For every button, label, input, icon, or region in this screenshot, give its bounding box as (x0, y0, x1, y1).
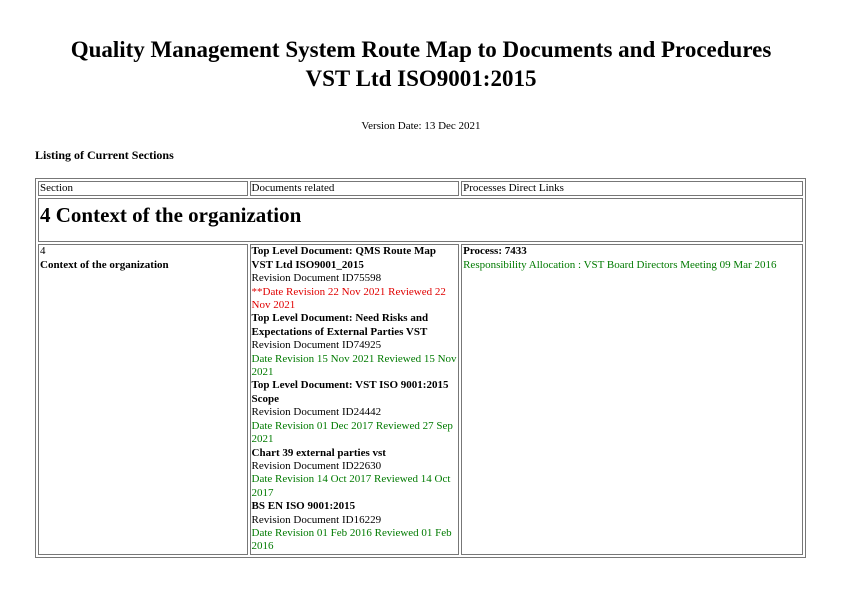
table-row (38, 244, 803, 554)
documents-cell (250, 244, 460, 554)
version-date: Version Date: 13 Dec 2021 (361, 120, 481, 132)
section-title: 4 Context of the organization (38, 198, 803, 242)
document-title-link[interactable]: Top Level Document: Need Risks and Expectations of External Parties VST (251, 312, 429, 338)
document-revision: Revision Document ID75598 (251, 272, 382, 285)
document-item (252, 500, 458, 554)
listing-heading: Listing of Current Sections (35, 148, 174, 162)
document-revision: Revision Document ID16229 (251, 513, 382, 526)
page-title (0, 35, 842, 93)
section-name: Context of the organization (40, 258, 169, 271)
sections-table (35, 178, 806, 558)
header-documents: Documents related (250, 181, 460, 196)
document-revision: Revision Document ID24442 (251, 406, 382, 419)
section-number: 4 (40, 245, 46, 258)
document-revision: Revision Document ID22630 (251, 459, 382, 472)
document-date: Date Revision 14 Oct 2017 Reviewed 14 Oct 2017 (251, 473, 451, 499)
section-title-row (38, 198, 803, 242)
document-revision: Revision Document ID74925 (251, 339, 382, 352)
document-title-link[interactable]: Chart 39 external parties vst (251, 446, 386, 459)
document-date: **Date Revision 22 Nov 2021 Reviewed 22 Nov 2021 (251, 285, 446, 312)
title-line-1: Quality Management System Route Map to Documents and Procedures (70, 37, 772, 62)
title-line-2: VST Ltd ISO9001:2015 (305, 66, 537, 91)
document-item (252, 379, 458, 446)
document-date: Date Revision 15 Nov 2021 Reviewed 15 Nov 2021 (251, 352, 457, 379)
document-date: Date Revision 01 Dec 2017 Reviewed 27 Sep 2021 (251, 419, 453, 446)
section-cell (38, 244, 248, 554)
document-item (252, 447, 458, 501)
table-header-row (38, 181, 803, 196)
document-title-link[interactable]: Top Level Document: VST ISO 9001:2015 Scope (251, 379, 449, 405)
document-item (252, 312, 458, 379)
document-title-link[interactable]: Top Level Document: QMS Route Map VST Ltd ISO9001_2015 (251, 245, 436, 271)
document-date: Date Revision 01 Feb 2016 Reviewed 01 Feb 2016 (251, 526, 452, 553)
process-link[interactable]: Responsibility Allocation : VST Board Directors Meeting 09 Mar 2016 (463, 258, 777, 271)
process-title: Process: 7433 (463, 245, 527, 258)
document-title-link[interactable]: BS EN ISO 9001:2015 (251, 500, 356, 513)
processes-cell (461, 244, 803, 554)
header-section: Section (38, 181, 248, 196)
header-processes: Processes Direct Links (461, 181, 803, 196)
document-item (252, 245, 458, 312)
